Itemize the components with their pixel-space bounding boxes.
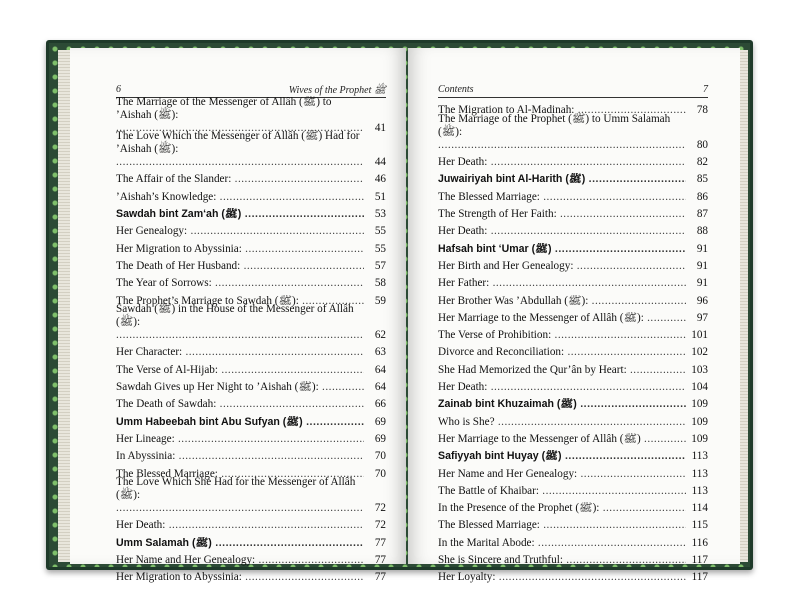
- toc-entry-title: Her Death: .....: [438, 381, 686, 394]
- toc-entry-title: Umm Salamah (ﷺ) .....: [116, 537, 364, 550]
- toc-entry-page: 72: [374, 502, 386, 515]
- toc-entry: [438, 204, 708, 221]
- toc-entry: [116, 394, 386, 411]
- toc-entry-page: 114: [691, 502, 708, 515]
- right-toc: [438, 100, 708, 584]
- toc-entry-title: Hafsah bint ‘Umar (ﷺ) .....: [438, 243, 686, 256]
- toc-entry-page: 86: [696, 190, 708, 203]
- toc-entry-title: Her Death: .....: [116, 519, 364, 532]
- toc-entry: [438, 463, 708, 480]
- toc-entry-title: Her Birth and Her Genealogy: .....: [438, 260, 686, 273]
- toc-entry-page: 87: [696, 208, 708, 221]
- toc-chapter: [116, 204, 386, 221]
- toc-entry-page: 66: [374, 398, 386, 411]
- toc-entry-title: In the Presence of the Prophet (ﷺ): .....: [438, 502, 686, 515]
- toc-entry-title: The Strength of Her Faith: .....: [438, 208, 686, 221]
- toc-entry: [116, 256, 386, 273]
- toc-entry-title: ’Aishah’s Knowledge: .....: [116, 191, 364, 204]
- toc-entry-page: 91: [696, 242, 708, 255]
- toc-entry-page: 46: [374, 173, 386, 186]
- toc-entry: [438, 429, 708, 446]
- toc-entry-page: 109: [691, 398, 708, 411]
- left-toc: [116, 95, 386, 584]
- toc-entry-title: The Blessed Marriage: .....: [438, 519, 686, 532]
- toc-entry-page: 97: [696, 311, 708, 324]
- toc-chapter: [438, 446, 708, 463]
- toc-entry-page: 104: [691, 381, 708, 394]
- toc-entry-page: 96: [696, 294, 708, 307]
- toc-entry: [116, 359, 386, 376]
- toc-entry-page: 41: [374, 121, 386, 134]
- toc-entry: [116, 130, 386, 170]
- toc-entry-title: The Blessed Marriage: .....: [438, 191, 686, 204]
- toc-entry-page: 116: [691, 536, 708, 549]
- toc-entry-title: The Migration to Al-Madinah: .....: [438, 104, 686, 117]
- toc-entry-page: 58: [374, 277, 386, 290]
- toc-entry-title: Who is She? .....: [438, 416, 686, 429]
- toc-entry-title: Sawdah (ﷺ) in the House of the Messenger of Allâh (ﷺ): .....: [116, 303, 364, 342]
- toc-entry-title: The Marriage of the Prophet (ﷺ) to Umm Salamah (ﷺ): .....: [438, 113, 686, 152]
- toc-entry: [438, 359, 708, 376]
- toc-entry: [116, 567, 386, 584]
- toc-entry-title: Safiyyah bint Huyay (ﷺ) .....: [438, 450, 686, 463]
- toc-entry: [438, 308, 708, 325]
- toc-entry-page: 53: [374, 208, 386, 221]
- toc-entry-page: 70: [374, 467, 386, 480]
- toc-entry-page: 55: [374, 242, 386, 255]
- toc-entry: [438, 515, 708, 532]
- toc-entry: [116, 221, 386, 238]
- toc-entry-title: Umm Habeebah bint Abu Sufyan (ﷺ) .....: [116, 416, 364, 429]
- toc-entry-page: 88: [696, 225, 708, 238]
- toc-entry-title: In Abyssinia: .....: [116, 450, 364, 463]
- toc-chapter: [116, 411, 386, 428]
- toc-entry-title: Her Marriage to the Messenger of Allâh (ﷺ): .....: [438, 312, 686, 325]
- toc-entry: [438, 342, 708, 359]
- right-running-title: Contents: [438, 84, 474, 95]
- toc-entry-page: 63: [374, 346, 386, 359]
- toc-entry-title: The Year of Sorrows: .....: [116, 277, 364, 290]
- toc-entry: [116, 273, 386, 290]
- toc-entry-page: 44: [374, 156, 386, 169]
- toc-entry: [438, 112, 708, 152]
- toc-entry-page: 69: [374, 415, 386, 428]
- toc-chapter: [438, 394, 708, 411]
- toc-entry-title: The Love Which the Messenger of Allâh (ﷺ) Had for ’Aishah (ﷺ): .....: [116, 130, 364, 169]
- toc-entry: [116, 476, 386, 516]
- toc-entry-page: 91: [696, 259, 708, 272]
- toc-entry-title: The Blessed Marriage: .....: [116, 468, 364, 481]
- toc-entry-page: 117: [691, 571, 708, 584]
- toc-entry-title: The Battle of Khaibar: .....: [438, 485, 686, 498]
- toc-entry: [438, 152, 708, 169]
- toc-entry-title: Sawdah Gives up Her Night to ’Aishah (ﷺ): .....: [116, 381, 364, 394]
- left-running-title: Wives of the Prophet ﷺ: [288, 85, 386, 96]
- toc-entry: [438, 186, 708, 203]
- right-page-number: 7: [703, 84, 708, 95]
- left-page-number: 6: [116, 84, 121, 95]
- toc-entry-title: The Death of Sawdah: .....: [116, 398, 364, 411]
- toc-entry-title: Her Name and Her Genealogy: .....: [116, 554, 364, 567]
- toc-entry-title: The Love Which She Had for the Messenger of Allâh (ﷺ): .....: [116, 476, 364, 515]
- toc-entry: [438, 256, 708, 273]
- toc-entry-title: The Verse of Al-Hijab: .....: [116, 364, 364, 377]
- toc-entry-title: Juwairiyah bint Al-Harith (ﷺ) .....: [438, 173, 686, 186]
- toc-entry-page: 113: [691, 484, 708, 497]
- toc-entry-title: She Had Memorized the Qur’ân by Heart: .....: [438, 364, 686, 377]
- toc-entry-title: Her Death: .....: [438, 156, 686, 169]
- toc-entry-page: 78: [696, 104, 708, 117]
- toc-entry: [438, 567, 708, 584]
- toc-entry: [116, 303, 386, 343]
- toc-entry-title: The Affair of the Slander: .....: [116, 173, 364, 186]
- toc-entry-page: 109: [691, 415, 708, 428]
- toc-entry-page: 77: [374, 536, 386, 549]
- toc-chapter: [438, 238, 708, 255]
- toc-entry: [116, 550, 386, 567]
- toc-entry-page: 85: [696, 173, 708, 186]
- toc-entry: [116, 429, 386, 446]
- toc-entry-page: 72: [374, 519, 386, 532]
- toc-entry-title: Her Loyalty: .....: [438, 571, 686, 584]
- toc-entry-title: The Verse of Prohibition: .....: [438, 329, 686, 342]
- toc-chapter: [116, 532, 386, 549]
- toc-entry: [438, 481, 708, 498]
- toc-entry-page: 91: [696, 277, 708, 290]
- toc-entry-title: Her Brother Was ’Abdullah (ﷺ): .....: [438, 295, 686, 308]
- toc-entry-page: 115: [691, 519, 708, 532]
- toc-entry-page: 77: [374, 571, 386, 584]
- toc-entry-title: Her Father: .....: [438, 277, 686, 290]
- toc-entry-title: Her Lineage: .....: [116, 433, 364, 446]
- toc-entry: [438, 325, 708, 342]
- toc-entry-page: 77: [374, 554, 386, 567]
- right-header-rule: [438, 97, 708, 98]
- toc-entry: [438, 498, 708, 515]
- toc-entry-page: 113: [691, 467, 708, 480]
- toc-entry: [438, 273, 708, 290]
- toc-entry-title: In the Marital Abode: .....: [438, 537, 686, 550]
- toc-entry-title: Her Death: .....: [438, 225, 686, 238]
- toc-entry-page: 82: [696, 156, 708, 169]
- toc-entry-page: 109: [691, 432, 708, 445]
- toc-entry: [116, 342, 386, 359]
- toc-entry-title: Sawdah bint Zam‘ah (ﷺ) .....: [116, 208, 364, 221]
- toc-entry-page: 64: [374, 363, 386, 376]
- toc-entry-page: 102: [691, 346, 708, 359]
- toc-entry-title: Zainab bint Khuzaimah (ﷺ) .....: [438, 398, 686, 411]
- toc-entry: [438, 377, 708, 394]
- toc-entry-title: Her Marriage to the Messenger of Allâh (ﷺ) .....: [438, 433, 686, 446]
- toc-entry-page: 51: [374, 190, 386, 203]
- toc-entry-title: The Marriage of the Messenger of Allâh (ﷺ) to ’Aishah (ﷺ): .....: [116, 96, 364, 135]
- toc-entry-title: Her Name and Her Genealogy: .....: [438, 468, 686, 481]
- toc-entry: [116, 186, 386, 203]
- toc-entry-title: The Death of Her Husband: .....: [116, 260, 364, 273]
- toc-entry-page: 113: [691, 450, 708, 463]
- toc-entry: [438, 290, 708, 307]
- toc-entry-title: Her Character: .....: [116, 346, 364, 359]
- toc-entry: [438, 221, 708, 238]
- toc-entry: [116, 515, 386, 532]
- toc-entry-page: 69: [374, 432, 386, 445]
- toc-entry-page: 55: [374, 225, 386, 238]
- toc-entry-title: Her Migration to Abyssinia: .....: [116, 571, 364, 584]
- toc-entry: [116, 169, 386, 186]
- toc-entry-page: 80: [696, 138, 708, 151]
- toc-entry: [116, 238, 386, 255]
- toc-entry-title: The Prophet’s Marriage to Sawdah (ﷺ): .....: [116, 295, 364, 308]
- toc-entry-title: Her Migration to Abyssinia: .....: [116, 243, 364, 256]
- toc-entry-page: 62: [374, 329, 386, 342]
- toc-entry-page: 57: [374, 259, 386, 272]
- toc-entry-page: 64: [374, 381, 386, 394]
- toc-entry-page: 117: [691, 554, 708, 567]
- toc-entry-page: 101: [691, 329, 708, 342]
- toc-entry-page: 103: [691, 363, 708, 376]
- toc-entry-title: Divorce and Reconciliation: .....: [438, 346, 686, 359]
- toc-entry: [438, 550, 708, 567]
- toc-entry-page: 70: [374, 450, 386, 463]
- toc-entry: [116, 446, 386, 463]
- toc-entry: [438, 532, 708, 549]
- toc-entry-title: She is Sincere and Truthful: .....: [438, 554, 686, 567]
- toc-entry: [438, 411, 708, 428]
- toc-chapter: [438, 169, 708, 186]
- toc-entry-title: Her Genealogy: .....: [116, 225, 364, 238]
- toc-entry-page: 59: [374, 294, 386, 307]
- toc-entry: [116, 377, 386, 394]
